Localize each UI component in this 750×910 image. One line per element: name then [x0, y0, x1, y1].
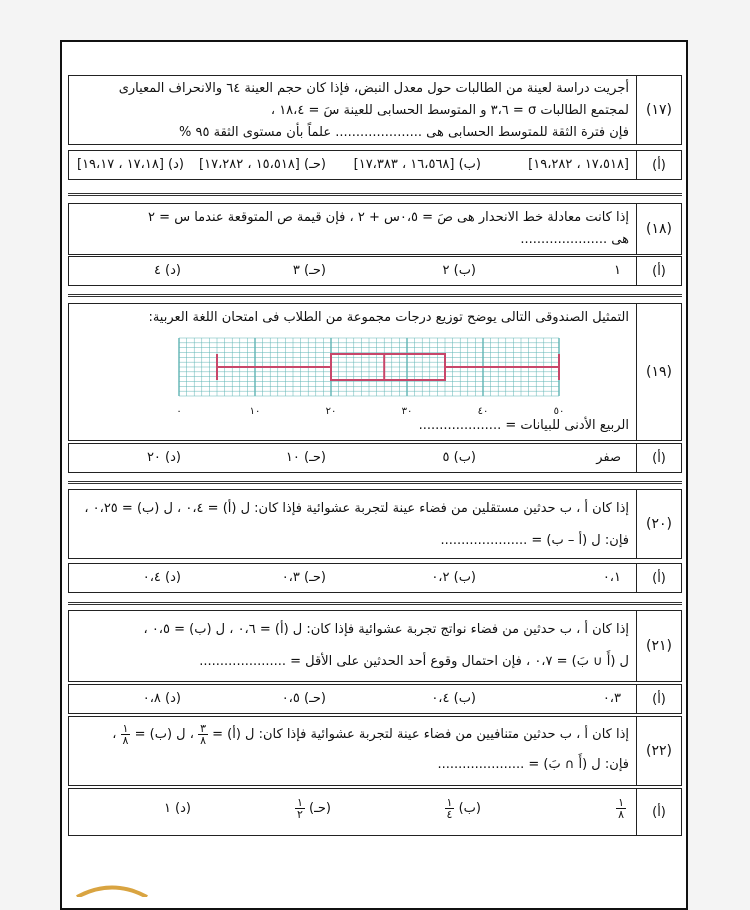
question-text: إذا كان أ ، ب حدثين من فضاء نواتج تجربة عشوائية فإذا كان: ل (أ) = ٠،٦ ، ل (ب) = ٠،٥ ، ل (أَ ∪ بَ) = ٠،٧ ، فإن احتمال وقوع أحد الحدثين على الأقل = ..................... [143, 622, 629, 669]
option-c[interactable]: (حـ) $\frac{١}{٢}$ [296, 796, 331, 821]
tick-label: ١٠ [249, 406, 261, 417]
question-text: الربيع الأدنى للبيانات = .................... [418, 418, 629, 433]
option-b[interactable]: (ب) $\frac{١}{٤}$ [446, 796, 481, 821]
option-d[interactable]: (د) ٤ [153, 263, 181, 278]
question-number: (٢١) [636, 611, 681, 681]
divider [68, 602, 682, 605]
option-d[interactable]: (د) ٢٠ [146, 450, 181, 465]
question-text: إذا كان أ ، ب حدثين مستقلين من فضاء عينة لتجربة عشوائية فإذا كان: ل (أ) = ٠،٤ ، ل (ب) = ٠،٢٥ ، فإن: ل (أ – ب) = ..................... [84, 501, 629, 548]
question-number: (١٨) [636, 204, 681, 254]
question-text: التمثيل الصندوقى التالى يوضح توزيع درجات مجموعة من الطلاب فى امتحان اللغة العربية: [148, 310, 629, 325]
option-a[interactable]: ٠،١ [602, 570, 621, 585]
option-b[interactable]: (ب) ٢ [442, 263, 476, 278]
question-19 [68, 303, 682, 441]
tick-label: ٠ [176, 406, 182, 417]
option-a[interactable]: ١ [614, 263, 621, 278]
option-c[interactable]: (حـ) ٣ [292, 263, 326, 278]
option-a[interactable]: صفر [596, 450, 621, 465]
question-number: (٢٢) [636, 717, 681, 785]
option-b[interactable]: (ب) ٠،٤ [431, 691, 476, 706]
option-c[interactable]: (حـ) ٠،٥ [281, 691, 326, 706]
fraction: $\frac{١}{٨}$ [122, 722, 129, 747]
question-22-options: (أ) $\frac{١}{٨}$ (ب) $\frac{١}{٤}$ (حـ) $\frac{١}{٢}$ (د) ١ [68, 788, 682, 836]
option-a[interactable]: $\frac{١}{٨}$ [618, 796, 624, 821]
fraction: $\frac{٣}{٨}$ [200, 722, 206, 747]
question-19-options: (أ) صفر (ب) ٥ (حـ) ١٠ (د) ٢٠ [68, 443, 682, 473]
tick-label: ٤٠ [477, 406, 489, 417]
question-18 [68, 203, 682, 255]
divider [68, 294, 682, 297]
question-text: أجريت دراسة لعينة من الطالبات حول معدل النبض، فإذا كان حجم العينة ٦٤ والانحراف المعيارى لمجتمع الطالبات σ = ٣،٦ و المتوسط الحسابى للعينة سَ = ١٨،٤ ، فإن فترة الثقة للمتوسط الحسابى هى ..................... علماً بأن مستوى الثقة ٩٥ % [118, 81, 629, 140]
box-plot-chart [169, 334, 569, 419]
question-20-options: (أ) ٠،١ (ب) ٠،٢ (حـ) ٠،٣ (د) ٠،٤ [68, 563, 682, 593]
question-22 [68, 716, 682, 786]
question-number: (١٩) [636, 304, 681, 440]
tick-label: ٥٠ [553, 406, 565, 417]
question-21-options: (أ) ٠،٣ (ب) ٠،٤ (حـ) ٠،٥ (د) ٠،٨ [68, 684, 682, 714]
option-c[interactable]: (حـ) [١٥،٥١٨ ، ١٧،٢٨٢] [199, 157, 326, 172]
option-d[interactable]: (د) [١٧،١٨ ، ١٩،١٧] [77, 157, 184, 172]
option-b[interactable]: (ب) ٥ [442, 450, 476, 465]
question-21 [68, 610, 682, 682]
question-text: إذا كانت معادلة خط الانحدار هى صَ = ٠،٥س + ٢ ، فإن قيمة ص المتوقعة عندما س = ٢ هى ..................... [148, 210, 629, 247]
question-text: إذا كان أ ، ب حدثين متنافيين من فضاء عينة لتجربة عشوائية فإذا كان: ل (أ) = $\frac{٣}{٨}$ ، ل (ب) = $\frac{١}{٨}$ ، فإن: ل (أَ ∩ بَ) = ..................... [112, 722, 629, 772]
question-17-options: (أ) [١٧،٥١٨ ، ١٩،٢٨٢] (ب) [١٦،٥٦٨ ، ١٧،٣٨٣] (حـ) [١٥،٥١٨ ، ١٧،٢٨٢] (د) [١٧،١٨ ، ١٩،١٧] [68, 150, 682, 180]
option-a[interactable]: [١٧،٥١٨ ، ١٩،٢٨٢] [528, 157, 629, 172]
option-b[interactable]: (ب) [١٦،٥٦٨ ، ١٧،٣٨٣] [353, 157, 481, 172]
divider [68, 481, 682, 484]
option-c[interactable]: (حـ) ٠،٣ [281, 570, 326, 585]
question-18-options: (أ) ١ (ب) ٢ (حـ) ٣ (د) ٤ [68, 256, 682, 286]
option-d[interactable]: (د) ٠،٨ [142, 691, 181, 706]
divider [68, 193, 682, 196]
question-17 [68, 75, 682, 145]
option-d[interactable]: (د) ٠،٤ [142, 570, 181, 585]
option-a[interactable]: ٠،٣ [602, 691, 621, 706]
question-20 [68, 489, 682, 559]
option-c[interactable]: (حـ) ١٠ [285, 450, 326, 465]
question-number: (١٧) [636, 76, 681, 144]
option-d[interactable]: (د) ١ [163, 801, 191, 816]
question-number: (٢٠) [636, 490, 681, 558]
logo-seal [72, 880, 152, 897]
tick-label: ٢٠ [325, 406, 337, 417]
tick-label: ٣٠ [401, 406, 413, 417]
option-b[interactable]: (ب) ٠،٢ [431, 570, 476, 585]
